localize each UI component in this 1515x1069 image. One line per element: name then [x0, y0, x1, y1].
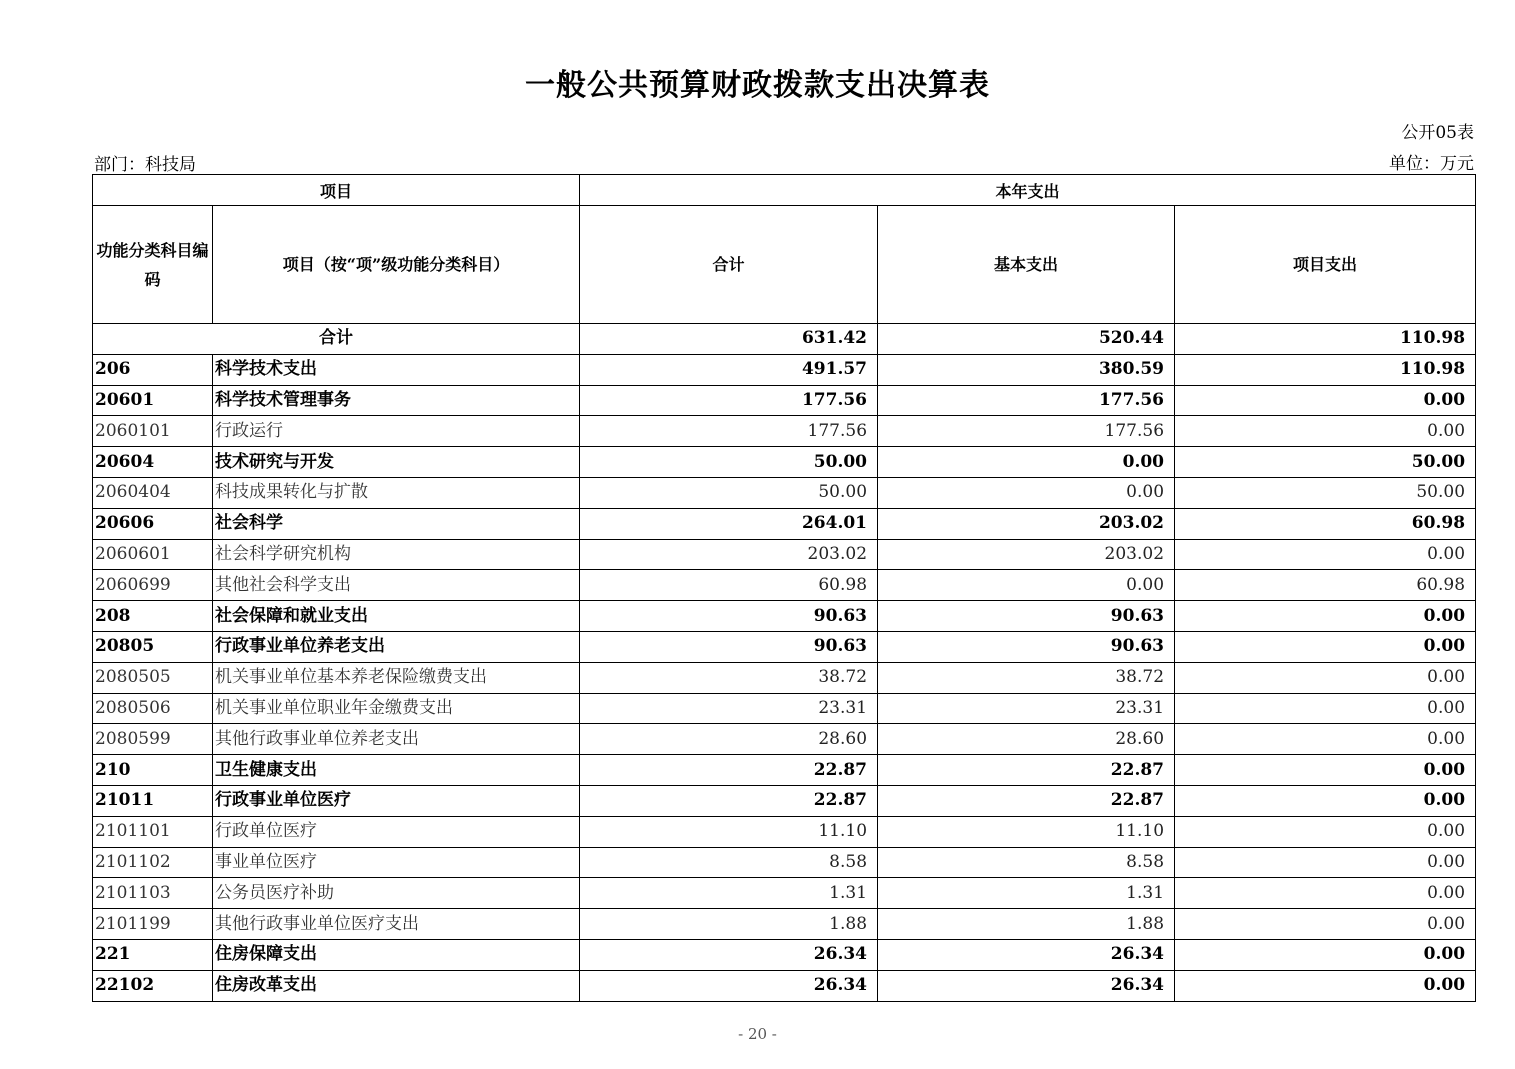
row-project: 0.00	[1175, 693, 1476, 724]
row-code: 2101199	[93, 909, 213, 940]
unit-label: 单位：万元	[1389, 154, 1474, 174]
row-total: 50.00	[580, 477, 878, 508]
row-code: 2060699	[93, 570, 213, 601]
row-total: 60.98	[580, 570, 878, 601]
row-name: 科技成果转化与扩散	[213, 477, 580, 508]
row-code: 208	[93, 601, 213, 632]
table-row	[93, 477, 1476, 508]
row-total: 1.88	[580, 909, 878, 940]
row-basic: 0.00	[878, 570, 1175, 601]
row-code: 2060601	[93, 539, 213, 570]
row-name: 技术研究与开发	[213, 447, 580, 478]
header-row-2	[93, 206, 1476, 324]
row-total: 28.60	[580, 724, 878, 755]
table-row	[93, 354, 1476, 385]
table-row	[93, 816, 1476, 847]
row-project: 0.00	[1175, 755, 1476, 786]
row-code: 22102	[93, 970, 213, 1001]
table-row	[93, 570, 1476, 601]
table-row	[93, 539, 1476, 570]
table-row	[93, 939, 1476, 970]
row-name: 其他行政事业单位养老支出	[213, 724, 580, 755]
row-project: 50.00	[1175, 447, 1476, 478]
row-code: 210	[93, 755, 213, 786]
row-total: 1.31	[580, 878, 878, 909]
total-basic: 520.44	[878, 324, 1175, 355]
header-name: 项目（按“项”级功能分类科目）	[213, 206, 580, 324]
table-row	[93, 508, 1476, 539]
row-project: 50.00	[1175, 477, 1476, 508]
table-number: 公开05表	[1401, 123, 1474, 143]
row-total: 177.56	[580, 416, 878, 447]
row-name: 行政单位医疗	[213, 816, 580, 847]
row-project: 0.00	[1175, 724, 1476, 755]
row-project: 0.00	[1175, 631, 1476, 662]
row-total: 90.63	[580, 631, 878, 662]
document-title: 一般公共预算财政拨款支出决算表	[525, 68, 990, 103]
row-total: 22.87	[580, 755, 878, 786]
row-total: 264.01	[580, 508, 878, 539]
row-code: 221	[93, 939, 213, 970]
row-name: 行政运行	[213, 416, 580, 447]
table-row	[93, 601, 1476, 632]
table-row	[93, 847, 1476, 878]
row-code: 2101102	[93, 847, 213, 878]
row-project: 0.00	[1175, 847, 1476, 878]
row-total: 23.31	[580, 693, 878, 724]
row-basic: 90.63	[878, 601, 1175, 632]
row-name: 公务员医疗补助	[213, 878, 580, 909]
row-name: 行政事业单位医疗	[213, 785, 580, 816]
row-project: 0.00	[1175, 816, 1476, 847]
row-code: 20606	[93, 508, 213, 539]
row-code: 20604	[93, 447, 213, 478]
table-row	[93, 385, 1476, 416]
table-row	[93, 755, 1476, 786]
row-code: 2101103	[93, 878, 213, 909]
row-basic: 380.59	[878, 354, 1175, 385]
row-basic: 203.02	[878, 539, 1175, 570]
row-code: 2080599	[93, 724, 213, 755]
row-project: 0.00	[1175, 601, 1476, 632]
row-total: 90.63	[580, 601, 878, 632]
row-project: 60.98	[1175, 508, 1476, 539]
row-name: 其他社会科学支出	[213, 570, 580, 601]
row-basic: 22.87	[878, 785, 1175, 816]
row-project: 0.00	[1175, 539, 1476, 570]
table-row	[93, 878, 1476, 909]
row-basic: 26.34	[878, 970, 1175, 1001]
row-code: 2101101	[93, 816, 213, 847]
row-name: 科学技术管理事务	[213, 385, 580, 416]
expenditure-table	[92, 174, 1476, 1002]
row-project: 110.98	[1175, 354, 1476, 385]
row-basic: 28.60	[878, 724, 1175, 755]
row-code: 2080506	[93, 693, 213, 724]
row-name: 其他行政事业单位医疗支出	[213, 909, 580, 940]
header-item: 项目	[93, 175, 580, 206]
row-project: 60.98	[1175, 570, 1476, 601]
header-basic: 基本支出	[878, 206, 1175, 324]
row-total: 38.72	[580, 662, 878, 693]
row-name: 社会科学	[213, 508, 580, 539]
row-name: 住房保障支出	[213, 939, 580, 970]
table-row	[93, 724, 1476, 755]
header-total: 合计	[580, 206, 878, 324]
row-name: 社会科学研究机构	[213, 539, 580, 570]
row-name: 社会保障和就业支出	[213, 601, 580, 632]
table-row	[93, 631, 1476, 662]
row-basic: 22.87	[878, 755, 1175, 786]
header-current-year: 本年支出	[580, 175, 1476, 206]
row-total: 203.02	[580, 539, 878, 570]
row-code: 2060404	[93, 477, 213, 508]
row-total: 26.34	[580, 939, 878, 970]
total-row	[93, 324, 1476, 355]
row-code: 206	[93, 354, 213, 385]
row-project: 0.00	[1175, 939, 1476, 970]
row-project: 0.00	[1175, 878, 1476, 909]
row-basic: 1.88	[878, 909, 1175, 940]
row-project: 0.00	[1175, 970, 1476, 1001]
row-basic: 38.72	[878, 662, 1175, 693]
table-row	[93, 909, 1476, 940]
table-row	[93, 416, 1476, 447]
row-basic: 203.02	[878, 508, 1175, 539]
header-project: 项目支出	[1175, 206, 1476, 324]
row-total: 50.00	[580, 447, 878, 478]
row-basic: 23.31	[878, 693, 1175, 724]
row-name: 科学技术支出	[213, 354, 580, 385]
row-name: 卫生健康支出	[213, 755, 580, 786]
row-name: 行政事业单位养老支出	[213, 631, 580, 662]
department-label: 部门：科技局	[94, 155, 196, 175]
row-basic: 177.56	[878, 416, 1175, 447]
row-total: 11.10	[580, 816, 878, 847]
row-code: 20601	[93, 385, 213, 416]
table-row	[93, 785, 1476, 816]
table-row	[93, 447, 1476, 478]
row-total: 177.56	[580, 385, 878, 416]
row-total: 8.58	[580, 847, 878, 878]
total-project: 110.98	[1175, 324, 1476, 355]
row-code: 2060101	[93, 416, 213, 447]
header-code: 功能分类科目编码	[93, 206, 213, 324]
row-name: 事业单位医疗	[213, 847, 580, 878]
row-basic: 26.34	[878, 939, 1175, 970]
row-code: 21011	[93, 785, 213, 816]
row-basic: 0.00	[878, 477, 1175, 508]
row-code: 2080505	[93, 662, 213, 693]
row-name: 住房改革支出	[213, 970, 580, 1001]
row-code: 20805	[93, 631, 213, 662]
header-row-1	[93, 175, 1476, 206]
row-basic: 11.10	[878, 816, 1175, 847]
total-total: 631.42	[580, 324, 878, 355]
row-basic: 177.56	[878, 385, 1175, 416]
row-name: 机关事业单位职业年金缴费支出	[213, 693, 580, 724]
page-number: - 20 -	[738, 1025, 777, 1043]
table-row	[93, 662, 1476, 693]
row-basic: 0.00	[878, 447, 1175, 478]
table-row	[93, 693, 1476, 724]
row-project: 0.00	[1175, 909, 1476, 940]
row-project: 0.00	[1175, 785, 1476, 816]
total-label: 合计	[93, 324, 580, 355]
row-total: 491.57	[580, 354, 878, 385]
row-basic: 90.63	[878, 631, 1175, 662]
table-row	[93, 970, 1476, 1001]
row-total: 26.34	[580, 970, 878, 1001]
row-basic: 8.58	[878, 847, 1175, 878]
row-project: 0.00	[1175, 662, 1476, 693]
row-name: 机关事业单位基本养老保险缴费支出	[213, 662, 580, 693]
row-project: 0.00	[1175, 385, 1476, 416]
row-basic: 1.31	[878, 878, 1175, 909]
row-total: 22.87	[580, 785, 878, 816]
row-project: 0.00	[1175, 416, 1476, 447]
